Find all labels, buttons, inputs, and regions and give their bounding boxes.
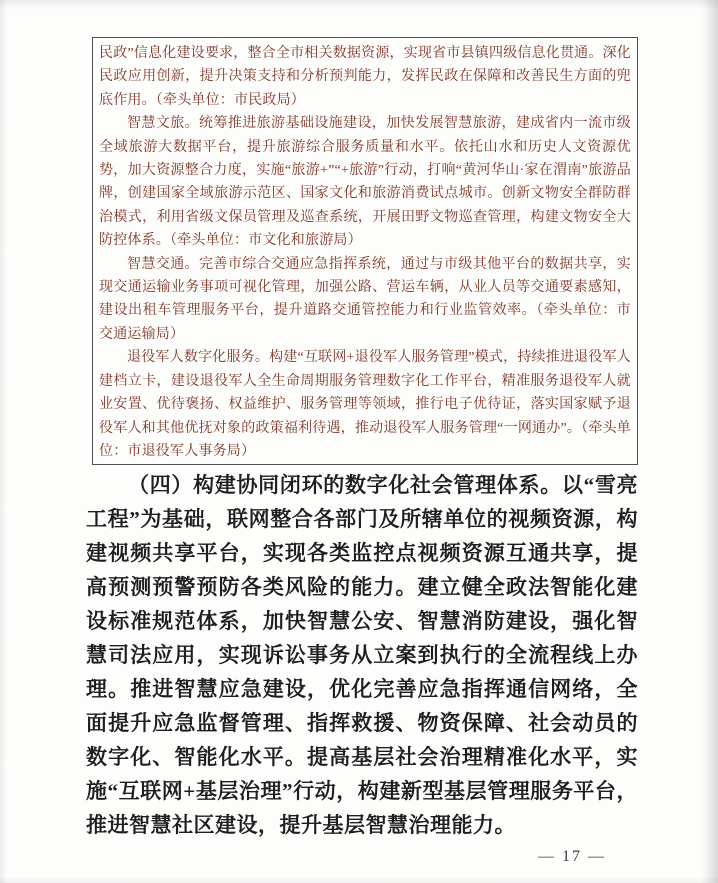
box-paragraph-smart-transport: 智慧交通。完善市综合交通应急指挥系统，通过与市级其他平台的数据共享，实现交通运输业务事项可视化管理，加强公路、营运车辆，从业人员等交通要素感知，建设出租车管理服务平台，提升道路交通管控能力和行业监管效率。（牵头单位：市交通运输局） <box>99 256 631 342</box>
section-four-heading: （四）构建协同闭环的数字化社会管理体系。 <box>128 473 562 497</box>
scan-edge-top <box>0 0 718 10</box>
box-paragraph-veterans-digital-service: 退役军人数字化服务。构建“互联网+退役军人服务管理”模式，持续推进退役军人建档立卡，建设退役军人全生命周期服务管理数字化工作平台，精准服务退役军人就业安置、优待褒扬、权益维护、服务管理等领域，推行电子优待证，落实国家赋予退役军人和其他优抚对象的政策福利待遇，推动退役军人服务管理“一网通办”。（牵头单位：市退役军人事务局） <box>99 350 631 459</box>
main-body-section <box>86 468 638 842</box>
scan-edge-left <box>0 0 7 883</box>
page-number: — 17 — <box>538 848 606 865</box>
box-paragraph-civil-affairs: 民政”信息化建设要求，整合全市相关数据资源，实现省市县镇四级信息化贯通。深化民政应用创新，提升决策支持和分析预判能力，发挥民政在保障和改善民生方面的兜底作用。（牵头单位：市民政局） <box>99 46 631 108</box>
scan-edge-right <box>702 0 718 883</box>
task-table-box <box>92 37 638 465</box>
box-paragraph-smart-culture-tourism: 智慧文旅。统筹推进旅游基础设施建设，加快发展智慧旅游，建成省内一流市级全域旅游大数据平台，提升旅游综合服务质量和水平。依托山水和历史人文资源优势，加大资源整合力度，实施“旅游+”“+旅游”行动，打响“黄河华山·家在渭南”旅游品牌，创建国家全域旅游示范区、国家文化和旅游消费试点城市。创新文物安全群防群治模式，利用省级文保员管理及巡查系统，开展田野文物巡查管理，构建文物安全大防控体系。（牵头单位：市文化和旅游局） <box>99 116 631 249</box>
scan-edge-bottom <box>0 877 718 883</box>
section-four-body: 以“雪亮工程”为基础，联网整合各部门及所辖单位的视频资源，构建视频共享平台，实现各类监控点视频资源互通共享，提高预测预警预防各类风险的能力。建立健全政法智能化建设标准规范体系，加快智慧公安、智慧消防建设，强化智慧司法应用，实现诉讼事务从立案到执行的全流程线上办理。推进智慧应急建设，优化完善应急指挥通信网络，全面提升应急监督管理、指挥救援、物资保障、社会动员的数字化、智能化水平。提高基层社会治理精准化水平，实施“互联网+基层治理”行动，构建新型基层管理服务平台，推进智慧社区建设，提升基层智慧治理能力。 <box>86 473 639 837</box>
section-four-paragraph <box>86 468 638 842</box>
box-paragraph-smart-sports <box>99 463 631 465</box>
